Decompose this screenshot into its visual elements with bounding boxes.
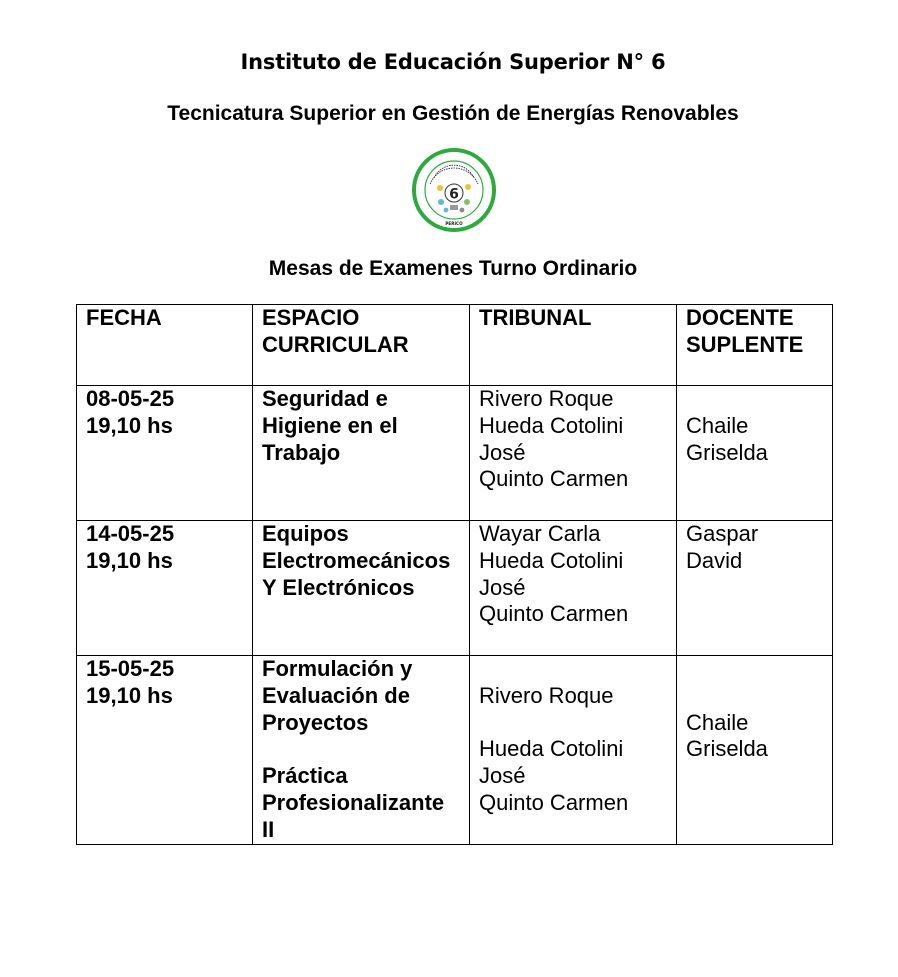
espacio-cell: [253, 656, 470, 845]
header-docente-label: DOCENTE: [686, 305, 794, 330]
tribunal-cell: [470, 656, 677, 845]
substitute-teacher: Gaspar: [686, 521, 759, 546]
suplente-cell: [677, 656, 833, 845]
subject-line: Evaluación de: [262, 682, 410, 708]
tribunal-cell: [470, 386, 677, 521]
exam-date: 15-05-25: [86, 656, 175, 681]
subject-line: Formulación y: [262, 656, 413, 681]
subject-line: Equipos: [262, 521, 349, 546]
subject-line: Higiene en el: [262, 412, 398, 438]
suplente-cell: [677, 521, 833, 656]
substitute-teacher: David: [686, 547, 743, 573]
tribunal-member: José: [479, 574, 526, 600]
tribunal-cell: [470, 521, 677, 656]
tribunal-member: Quinto Carmen: [479, 466, 629, 492]
subject-line: Electromecánicos: [262, 547, 451, 573]
subject-line: Seguridad e: [262, 386, 388, 411]
exam-date: 14-05-25: [86, 521, 175, 546]
exam-time: 19,10 hs: [86, 547, 173, 573]
logo-bottom-text: PERICO: [445, 221, 463, 226]
header-fecha-label: FECHA: [86, 305, 162, 330]
subject-line: II: [262, 816, 275, 842]
subject-line: Trabajo: [262, 439, 341, 465]
program-title: Tecnicatura Superior en Gestión de Energías Renovables: [167, 102, 739, 125]
header-espacio-label: ESPACIO: [262, 305, 360, 330]
tribunal-member: Quinto Carmen: [479, 789, 629, 815]
exam-time: 19,10 hs: [86, 412, 173, 438]
header-tribunal-label: TRIBUNAL: [479, 305, 592, 330]
tribunal-member: Hueda Cotolini: [479, 736, 624, 762]
tribunal-member: Hueda Cotolini: [479, 547, 624, 573]
header-espacio-curricular: [253, 305, 470, 386]
subject-line: Profesionalizante: [262, 789, 445, 815]
espacio-cell: [253, 386, 470, 521]
table-row: [77, 656, 833, 845]
substitute-teacher: Chaile: [686, 412, 749, 438]
fecha-cell: [77, 521, 253, 656]
exam-time: 19,10 hs: [86, 682, 173, 708]
substitute-teacher: Griselda: [686, 439, 768, 465]
suplente-cell: [677, 386, 833, 521]
fecha-cell: [77, 656, 253, 845]
institute-title: Instituto de Educación Superior N° 6: [240, 50, 666, 74]
espacio-cell: [253, 521, 470, 656]
exam-schedule-table: [76, 304, 833, 845]
logo-number: 6: [449, 186, 459, 203]
header-suplente-label: SUPLENTE: [686, 331, 804, 357]
substitute-teacher: Griselda: [686, 736, 768, 762]
tribunal-member: José: [479, 763, 526, 789]
header-tribunal: [470, 305, 677, 386]
tribunal-member: Hueda Cotolini: [479, 412, 624, 438]
fecha-cell: [77, 386, 253, 521]
table-header-row: [77, 305, 833, 386]
substitute-teacher: Chaile: [686, 709, 749, 735]
table-row: [77, 386, 833, 521]
header-docente-suplente: [677, 305, 833, 386]
program-logo: [412, 148, 496, 232]
logo-emblem-icon: [412, 148, 496, 232]
header-fecha: [77, 305, 253, 386]
exam-date: 08-05-25: [86, 386, 175, 411]
subject-line: Y Electrónicos: [262, 574, 415, 600]
subject-line: Proyectos: [262, 709, 369, 735]
header-curricular-label: CURRICULAR: [262, 331, 409, 357]
subject-line: Práctica: [262, 763, 348, 789]
table-row: [77, 521, 833, 656]
tribunal-member: Quinto Carmen: [479, 601, 629, 627]
tribunal-member: Rivero Roque: [479, 682, 614, 708]
tribunal-member: Rivero Roque: [479, 386, 614, 411]
tribunal-member: Wayar Carla: [479, 521, 601, 546]
table-title: Mesas de Examenes Turno Ordinario: [268, 257, 638, 280]
tribunal-member: José: [479, 439, 526, 465]
